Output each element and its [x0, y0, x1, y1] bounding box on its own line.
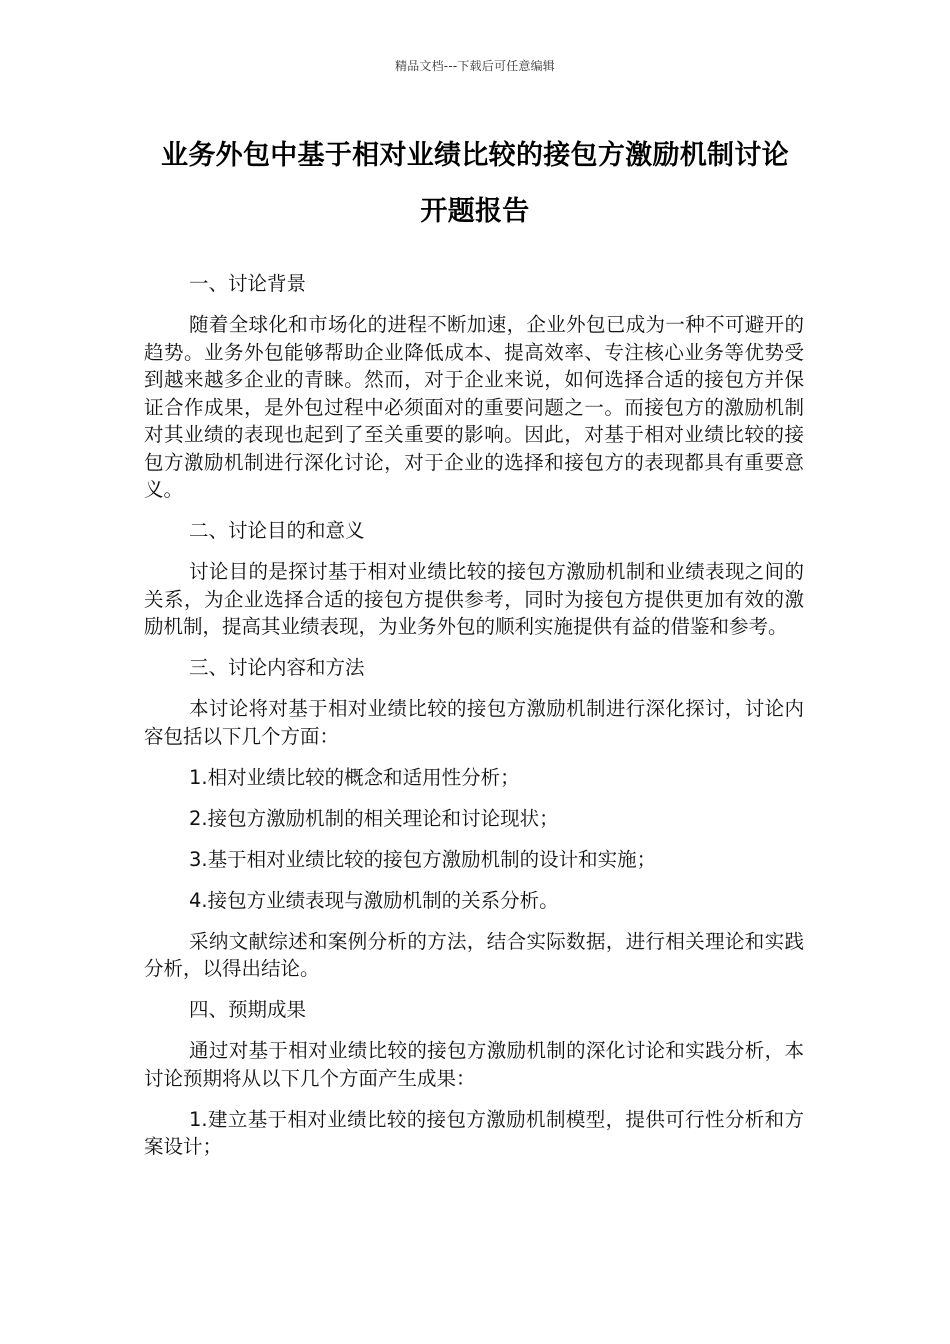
list-item: 4.接包方业绩表现与激励机制的关系分析。	[189, 888, 559, 912]
section-heading-results: 四、预期成果	[189, 998, 307, 1021]
section-heading-purpose: 二、讨论目的和意义	[189, 519, 365, 542]
section-heading-content: 三、讨论内容和方法	[189, 656, 365, 679]
document-title-line-1: 业务外包中基于相对业绩比较的接包方激励机制讨论	[161, 140, 789, 171]
section-heading-background: 一、讨论背景	[189, 272, 307, 295]
paragraph-background: 随着全球化和市场化的进程不断加速，企业外包已成为一种不可避开的趋势。业务外包能够帮助企业降低成本、提高效率、专注核心业务等优势受到越来越多企业的青睐。然而，对于企业来说，如何选择合适的接包方并保证合作成果，是外包过程中必须面对的重要问题之一。而接包方的激励机制对其业绩的表现也起到了至关重要的影响。因此，对基于相对业绩比较的接包方激励机制进行深化讨论，对于企业的选择和接包方的表现都具有重要意义。	[144, 313, 804, 501]
header-note: 精品文档---下载后可任意编辑	[395, 59, 555, 73]
paragraph-purpose: 讨论目的是探讨基于相对业绩比较的接包方激励机制和业绩表现之间的关系，为企业选择合适的接包方提供参考，同时为接包方提供更加有效的激励机制，提高其业绩表现，为业务外包的顺利实施提供有益的借鉴和参考。	[144, 560, 804, 638]
list-item: 1.相对业绩比较的概念和适用性分析；	[189, 765, 520, 789]
list-item: 1.建立基于相对业绩比较的接包方激励机制模型，提供可行性分析和方案设计；	[144, 1107, 804, 1158]
document-body	[144, 270, 804, 1174]
paragraph-method: 采纳文献综述和案例分析的方法，结合实际数据，进行相关理论和实践分析，以得出结论。	[144, 929, 804, 980]
list-item: 3.基于相对业绩比较的接包方激励机制的设计和实施；	[189, 847, 657, 871]
paragraph-content-intro: 本讨论将对基于相对业绩比较的接包方激励机制进行深化探讨，讨论内容包括以下几个方面：	[144, 697, 804, 748]
list-item: 2.接包方激励机制的相关理论和讨论现状；	[189, 806, 559, 830]
paragraph-results-intro: 通过对基于相对业绩比较的接包方激励机制的深化讨论和实践分析，本讨论预期将从以下几个方面产生成果：	[144, 1039, 804, 1090]
document-title-line-2: 开题报告	[420, 196, 530, 227]
